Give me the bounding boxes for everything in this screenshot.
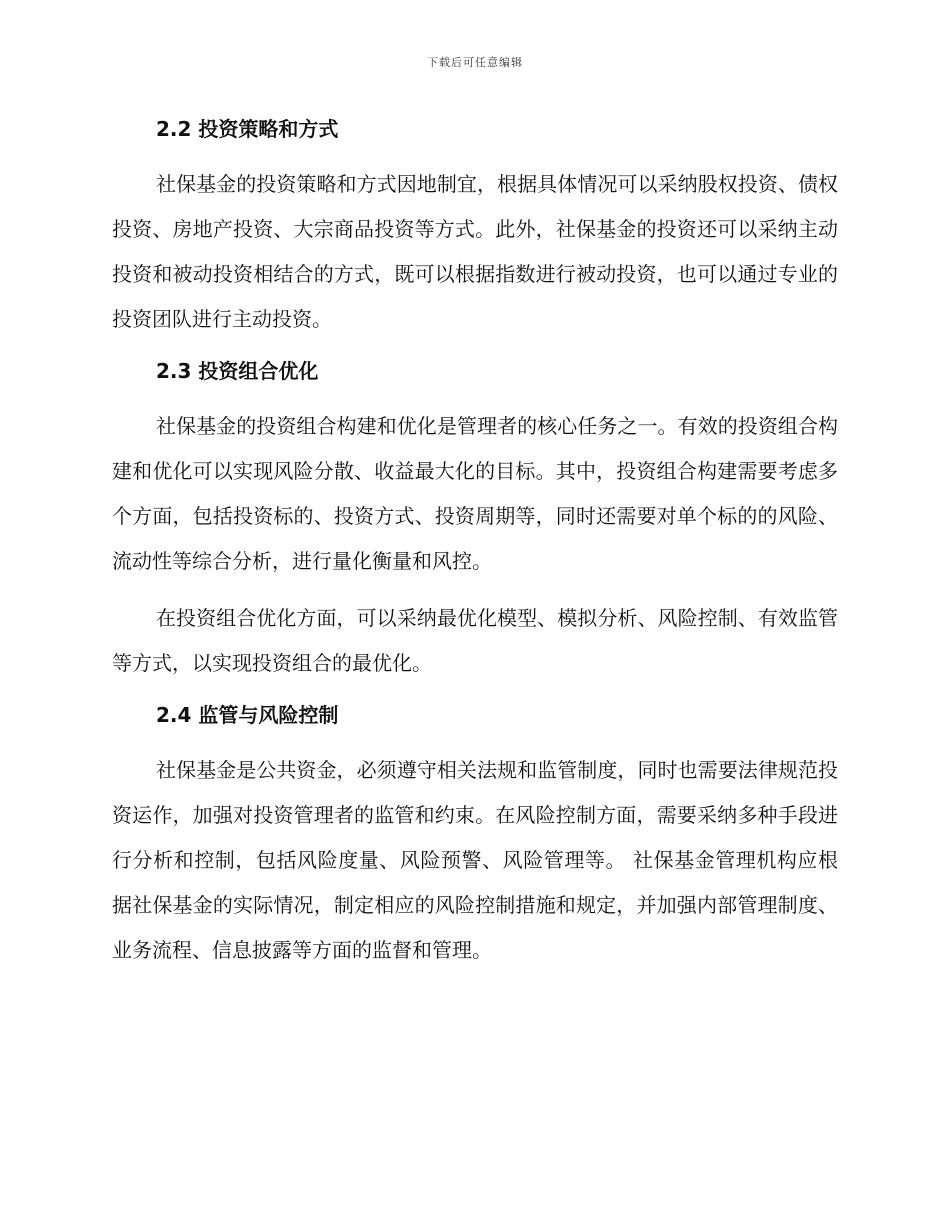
document-body	[112, 112, 838, 973]
paragraph: 社保基金的投资策略和方式因地制宜，根据具体情况可以采纳股权投资、债权投资、房地产投资、大宗商品投资等方式。此外，社保基金的投资还可以采纳主动投资和被动投资相结合的方式，既可以根据指数进行被动投资，也可以通过专业的投资团队进行主动投资。	[112, 172, 838, 331]
paragraph: 在投资组合优化方面，可以采纳最优化模型、模拟分析、风险控制、有效监管等方式，以实现投资组合的最优化。	[112, 606, 838, 675]
paragraph: 社保基金的投资组合构建和优化是管理者的核心任务之一。有效的投资组合构建和优化可以实现风险分散、收益最大化的目标。其中，投资组合构建需要考虑多个方面，包括投资标的、投资方式、投资周期等，同时还需要对单个标的的风险、流动性等综合分析，进行量化衡量和风控。	[112, 414, 838, 573]
paragraph: 社保基金是公共资金，必须遵守相关法规和监管制度，同时也需要法律规范投资运作，加强对投资管理者的监管和约束。在风险控制方面，需要采纳多种手段进行分析和控制，包括风险度量、风险预警、风险管理等。 社保基金管理机构应根据社保基金的实际情况，制定相应的风险控制措施和规定，并加强内部管理制度、业务流程、信息披露等方面的监督和管理。	[112, 758, 838, 962]
section-heading-2-4: 2.4 监管与风险控制	[156, 703, 339, 727]
section-heading-2-3: 2.3 投资组合优化	[156, 359, 319, 383]
page-header: 下载后可任意编辑	[427, 56, 523, 69]
section-heading-2-2: 2.2 投资策略和方式	[156, 117, 339, 141]
